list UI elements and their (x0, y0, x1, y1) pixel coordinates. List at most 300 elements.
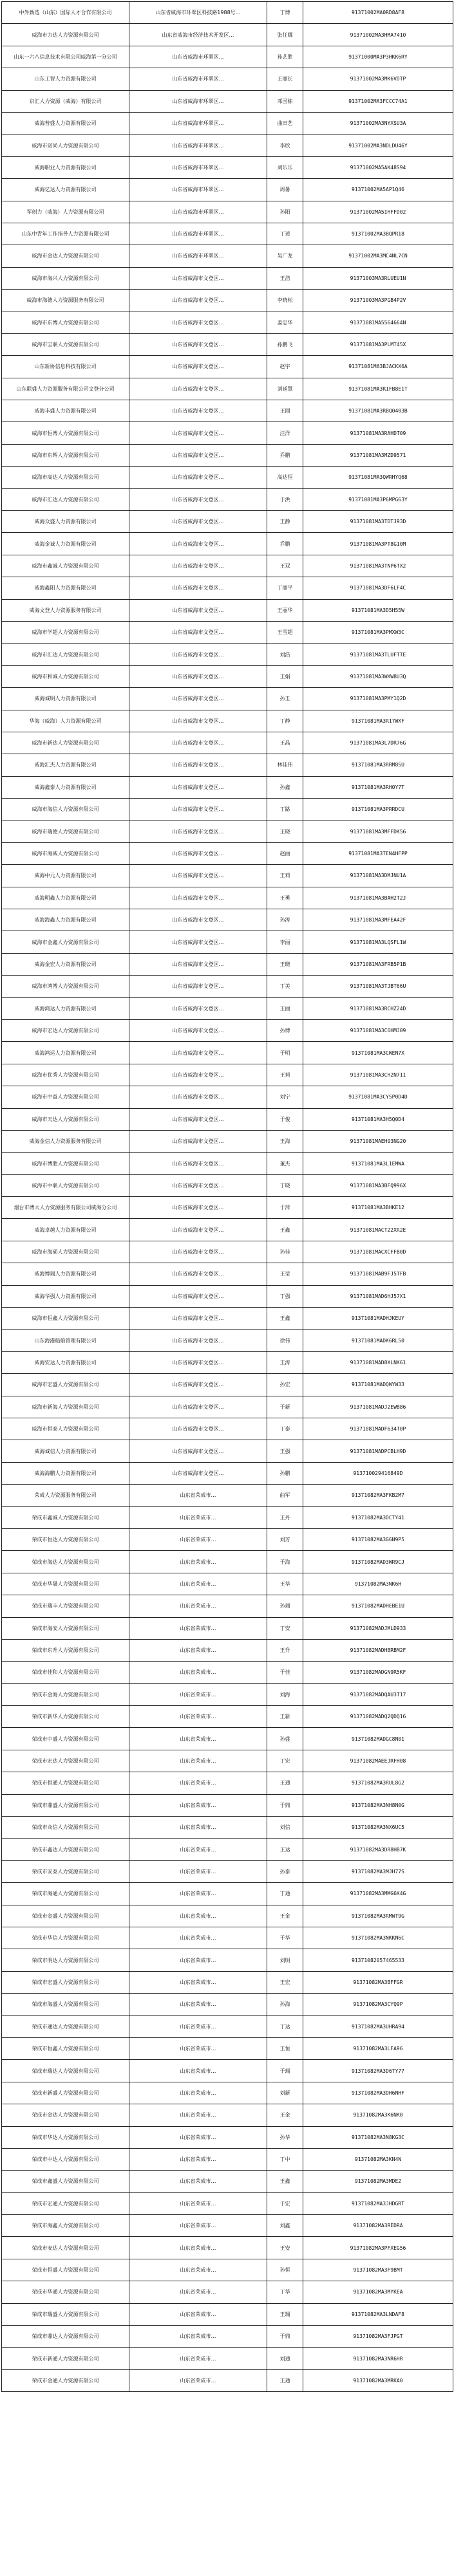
legal-person-cell: 刘延慧 (267, 378, 303, 400)
address-cell: 山东省荣成市… (129, 2171, 267, 2192)
company-name-cell: 威海市学超人力资源有限公司 (2, 621, 129, 643)
legal-person-cell: 高达恒 (267, 467, 303, 488)
table-row (2, 134, 453, 156)
company-name-cell: 威海市汇达人力资源有限公司 (2, 488, 129, 510)
address-cell: 山东省威海市经济技术开发区… (129, 24, 267, 46)
credit-code-cell: 91371081MAD6HJ57X1 (303, 1285, 453, 1307)
table-row (2, 1949, 453, 1971)
credit-code-cell: 91371082MADHEBE1U (303, 1595, 453, 1617)
legal-person-cell: 于萍 (267, 1197, 303, 1219)
legal-person-cell: 王通 (267, 1772, 303, 1794)
legal-person-cell: 曲军 (267, 1485, 303, 1506)
credit-code-cell: 91371081MA3RAHDT09 (303, 422, 453, 444)
address-cell: 山东省荣成市… (129, 1595, 267, 1617)
credit-code-cell: 91371081MA3BAH2T2J (303, 887, 453, 909)
table-row (2, 1528, 453, 1550)
table-row (2, 688, 453, 710)
company-name-cell: 荣成市佳和人力资源有限公司 (2, 1662, 129, 1683)
company-name-cell: 威海鑫阳人力资源有限公司 (2, 577, 129, 599)
credit-code-cell: 913710029416849D (303, 1462, 453, 1484)
address-cell: 山东省威海市文登区… (129, 555, 267, 577)
table-row (2, 1839, 453, 1860)
company-name-cell: 荣成市海通人力资源有限公司 (2, 1883, 129, 1905)
address-cell: 山东省威海市文登区… (129, 510, 267, 532)
table-row (2, 2037, 453, 2059)
address-cell: 山东省威海市文登区… (129, 953, 267, 975)
table-row (2, 1197, 453, 1219)
address-cell: 山东省威海市文登区… (129, 865, 267, 887)
address-cell: 山东省荣成市… (129, 1617, 267, 1639)
company-name-cell: 山东工智人力资源有限公司 (2, 68, 129, 90)
credit-code-cell: 91371082MA3NR6HR (303, 2348, 453, 2369)
credit-code-cell: 91371002MA3HMA7410 (303, 24, 453, 46)
address-cell: 山东省威海市文登区… (129, 1197, 267, 1219)
legal-person-cell: 刘新 (267, 2082, 303, 2104)
credit-code-cell: 91371082MADGC8N01 (303, 1728, 453, 1750)
table-row (2, 2326, 453, 2348)
legal-person-cell: 孙博 (267, 1019, 303, 1041)
legal-person-cell: 张任娜 (267, 24, 303, 46)
table-row (2, 46, 453, 68)
legal-person-cell: 王雪超 (267, 621, 303, 643)
credit-code-cell: 91371002MA3BQPR18 (303, 223, 453, 245)
legal-person-cell: 丁通 (267, 1883, 303, 1905)
company-name-cell: 中外甄选（山东）国际人才合作有限公司 (2, 2, 129, 24)
address-cell: 山东省荣成市… (129, 1528, 267, 1550)
credit-code-cell: 91371082MA3F9BMT (303, 2259, 453, 2281)
address-cell: 山东省荣成市… (129, 2060, 267, 2082)
address-cell: 山东省荣成市… (129, 1883, 267, 1905)
company-name-cell: 荣成市安达人力资源有限公司 (2, 2237, 129, 2259)
table-row (2, 865, 453, 887)
credit-code-cell: 91371081MA3PMXW3C (303, 621, 453, 643)
company-name-cell: 威海市力达人力资源有限公司 (2, 24, 129, 46)
table-row (2, 1285, 453, 1307)
company-name-cell: 荣成市鼎盛人力资源有限公司 (2, 1794, 129, 1816)
legal-person-cell: 孙鹏 (267, 1462, 303, 1484)
address-cell: 山东省威海市文登区… (129, 400, 267, 422)
legal-person-cell: 王华 (267, 1573, 303, 1595)
table-row (2, 1683, 453, 1705)
table-row (2, 223, 453, 245)
company-name-cell: 威海海鹏人力资源有限公司 (2, 1462, 129, 1484)
legal-person-cell: 王双 (267, 555, 303, 577)
table-row (2, 24, 453, 46)
legal-person-cell: 徐伟 (267, 1330, 303, 1351)
legal-person-cell: 刘通 (267, 2348, 303, 2369)
legal-person-cell: 乔鹏 (267, 444, 303, 466)
credit-code-cell: 91371002MA5AK48S94 (303, 156, 453, 178)
legal-person-cell: 王晓 (267, 953, 303, 975)
legal-person-cell: 孙鑫 (267, 776, 303, 798)
address-cell: 山东省威海市文登区… (129, 533, 267, 555)
legal-person-cell: 汪洋 (267, 422, 303, 444)
company-name-cell: 威海市鑫诚人力资源有限公司 (2, 555, 129, 577)
legal-person-cell: 孙玉 (267, 688, 303, 710)
address-cell: 山东省威海市环翠区… (129, 179, 267, 201)
credit-code-cell: 91371081MA3TEN4HFPP (303, 842, 453, 864)
address-cell: 山东省威海市文登区… (129, 467, 267, 488)
address-cell: 山东省荣成市… (129, 1772, 267, 1794)
table-row (2, 311, 453, 333)
table-row (2, 909, 453, 931)
legal-person-cell: 丁晓 (267, 1174, 303, 1196)
credit-code-cell: 91371081MA3BJACKX6A (303, 356, 453, 378)
address-cell: 山东省威海市环翠区… (129, 201, 267, 223)
address-cell: 山东省威海市文登区… (129, 799, 267, 820)
company-name-cell: 荣成市华信人力资源有限公司 (2, 1927, 129, 1949)
company-name-cell: 荣成市鑫盛人力资源有限公司 (2, 2171, 129, 2192)
table-row (2, 2, 453, 24)
address-cell: 山东省威海市文登区… (129, 621, 267, 643)
credit-code-cell: 91371082MADQAU3T17 (303, 1683, 453, 1705)
legal-person-cell: 丁路 (267, 799, 303, 820)
credit-code-cell: 91371081MA3CYSP0D4D (303, 1086, 453, 1108)
table-row (2, 1042, 453, 1064)
table-row (2, 1750, 453, 1772)
table-row (2, 2148, 453, 2170)
table-row (2, 1462, 453, 1484)
credit-code-cell: 91371082MA3DH6NHF (303, 2082, 453, 2104)
credit-code-cell: 91371082MA3NH8N0G (303, 1794, 453, 1816)
credit-code-cell: 91371082MAD3WR9CJ (303, 1551, 453, 1573)
legal-person-cell: 王金 (267, 2104, 303, 2126)
legal-person-cell: 王安 (267, 2237, 303, 2259)
legal-person-cell: 孙鹏飞 (267, 333, 303, 355)
address-cell: 山东省威海市文登区… (129, 776, 267, 798)
address-cell: 山东省威海市文登区… (129, 599, 267, 621)
address-cell: 山东省荣成市… (129, 2148, 267, 2170)
legal-person-cell: 孙瑞 (267, 1595, 303, 1617)
legal-person-cell: 王鑫 (267, 1308, 303, 1330)
credit-code-cell: 91371082MA3LNDAF8 (303, 2303, 453, 2325)
legal-person-cell: 刘海 (267, 1683, 303, 1705)
table-row (2, 1994, 453, 2015)
company-name-cell: 荣成市宏达人力资源有限公司 (2, 1750, 129, 1772)
company-list-table (1, 1, 453, 2392)
legal-person-cell: 刘明 (267, 1949, 303, 1971)
table-row (2, 1351, 453, 1373)
company-name-cell: 威海博瑞人力资源有限公司 (2, 1263, 129, 1285)
table-row (2, 1927, 453, 1949)
company-name-cell: 山东海港船舶管理有限公司 (2, 1330, 129, 1351)
legal-person-cell: 王海 (267, 1130, 303, 1152)
legal-person-cell: 丁泰 (267, 1418, 303, 1440)
table-row (2, 1573, 453, 1595)
table-row (2, 997, 453, 1019)
table-row (2, 2082, 453, 2104)
credit-code-cell: 91371082MA3DCTY41 (303, 1506, 453, 1528)
company-name-cell: 军创力（威海）人力资源有限公司 (2, 201, 129, 223)
table-row (2, 1086, 453, 1108)
address-cell: 山东省威海市环翠区科技路1988号… (129, 2, 267, 24)
address-cell: 山东省威海市文登区… (129, 644, 267, 665)
table-row (2, 1108, 453, 1130)
legal-person-cell: 孙盛 (267, 1728, 303, 1750)
table-row (2, 510, 453, 532)
address-cell: 山东省荣成市… (129, 1860, 267, 1882)
legal-person-cell: 王丽 (267, 400, 303, 422)
legal-person-cell: 王娟 (267, 665, 303, 687)
table-row (2, 2104, 453, 2126)
address-cell: 山东省威海市文登区… (129, 1019, 267, 1041)
table-row (2, 644, 453, 665)
legal-person-cell: 王晶 (267, 732, 303, 754)
legal-person-cell: 王通 (267, 2369, 303, 2391)
address-cell: 山东省荣成市… (129, 1662, 267, 1683)
table-row (2, 776, 453, 798)
credit-code-cell: 91371081MA3CWEN7X (303, 1042, 453, 1064)
address-cell: 山东省威海市文登区… (129, 1263, 267, 1285)
table-row (2, 1396, 453, 1418)
legal-person-cell: 王瑞 (267, 2303, 303, 2325)
credit-code-cell: 91371081MAB9FJ5TFB (303, 1263, 453, 1285)
address-cell: 山东省荣成市… (129, 2281, 267, 2303)
credit-code-cell: 91371081MA3L7DR76G (303, 732, 453, 754)
legal-person-cell: 孙泰 (267, 1860, 303, 1882)
credit-code-cell: 91371082MA3CYQ9P (303, 1994, 453, 2015)
address-cell: 山东省威海市环翠区… (129, 156, 267, 178)
credit-code-cell: 91371081MA3MFEA42F (303, 909, 453, 931)
table-row (2, 1019, 453, 1041)
address-cell: 山东省威海市环翠区… (129, 245, 267, 267)
company-name-cell: 荣成市恒达人力资源有限公司 (2, 1528, 129, 1550)
legal-person-cell: 于鼎 (267, 1794, 303, 1816)
address-cell: 山东省威海市文登区… (129, 1330, 267, 1351)
company-name-cell: 荣成市宏通人力资源有限公司 (2, 2192, 129, 2214)
table-row (2, 931, 453, 953)
credit-code-cell: 91371082MA3NKKN6C (303, 1927, 453, 1949)
legal-person-cell: 丁静 (267, 710, 303, 732)
company-name-cell: 威海金宏人力资源有限公司 (2, 953, 129, 975)
legal-person-cell: 李晓松 (267, 290, 303, 311)
table-row (2, 245, 453, 267)
table-row (2, 267, 453, 289)
legal-person-cell: 于俊 (267, 1108, 303, 1130)
company-name-cell: 威海市海硕人力资源有限公司 (2, 1241, 129, 1263)
company-name-cell: 威海市东辉人力资源有限公司 (2, 444, 129, 466)
table-row (2, 820, 453, 842)
credit-code-cell: 91371082MA3NK6H (303, 1573, 453, 1595)
legal-person-cell: 王丽 (267, 997, 303, 1019)
table-row (2, 1551, 453, 1573)
table-row (2, 2060, 453, 2082)
company-name-cell: 威海市海威人力资源有限公司 (2, 842, 129, 864)
company-name-cell: 威海卓越人力资源有限公司 (2, 1219, 129, 1241)
company-name-cell: 荣成市金海人力资源有限公司 (2, 1683, 129, 1705)
company-name-cell: 荣成市瑞盛人力资源有限公司 (2, 2303, 129, 2325)
credit-code-cell: 91371081MAEH03NG20 (303, 1130, 453, 1152)
credit-code-cell: 91371082MA3JHDGRT (303, 2192, 453, 2214)
credit-code-cell: 91371081MADQWYW33 (303, 1374, 453, 1396)
table-row (2, 710, 453, 732)
company-name-cell: 威海市高达人力资源有限公司 (2, 467, 129, 488)
company-name-cell: 荣成市海安人力资源有限公司 (2, 1617, 129, 1639)
address-cell: 山东省威海市文登区… (129, 1064, 267, 1086)
legal-person-cell: 孙华 (267, 2126, 303, 2148)
legal-person-cell: 王莉 (267, 865, 303, 887)
table-row (2, 444, 453, 466)
company-name-cell: 威海鑫泰人力资源有限公司 (2, 776, 129, 798)
company-name-cell: 威海职业人力资源有限公司 (2, 156, 129, 178)
company-name-cell: 威海市天达人力资源有限公司 (2, 1108, 129, 1130)
table-row (2, 953, 453, 975)
table-row (2, 1617, 453, 1639)
table-row (2, 2281, 453, 2303)
legal-person-cell: 王鑫 (267, 1219, 303, 1241)
credit-code-cell: 91371081MA3D5H55W (303, 599, 453, 621)
legal-person-cell: 王丹 (267, 1506, 303, 1528)
credit-code-cell: 91371081MA3BFQ996X (303, 1174, 453, 1196)
table-row (2, 665, 453, 687)
company-name-cell: 荣成市新盛人力资源有限公司 (2, 2082, 129, 2104)
company-name-cell: 威海市汇达人力资源有限公司 (2, 644, 129, 665)
table-row (2, 799, 453, 820)
address-cell: 山东省威海市文登区… (129, 1174, 267, 1196)
company-name-cell: 威海中元人力资源有限公司 (2, 865, 129, 887)
credit-code-cell: 91371081MA3DF6LF4C (303, 577, 453, 599)
address-cell: 山东省威海市文登区… (129, 1241, 267, 1263)
credit-code-cell: 91371081MA3H5Q0D4 (303, 1108, 453, 1130)
company-name-cell: 荣成市海达人力资源有限公司 (2, 1551, 129, 1573)
address-cell: 山东省威海市环翠区… (129, 223, 267, 245)
credit-code-cell: 91371003MA3RLUEU1N (303, 267, 453, 289)
company-name-cell: 威海文登人力资源服务有限公司 (2, 599, 129, 621)
company-name-cell: 荣成市新华人力资源有限公司 (2, 1706, 129, 1728)
table-row (2, 1263, 453, 1285)
address-cell: 山东省威海市环翠区… (129, 46, 267, 68)
legal-person-cell: 邓国栋 (267, 90, 303, 112)
table-row (2, 1308, 453, 1330)
legal-person-cell: 吴广龙 (267, 245, 303, 267)
address-cell: 山东省威海市文登区… (129, 887, 267, 909)
credit-code-cell: 91371081MADHJKEUY (303, 1308, 453, 1330)
address-cell: 山东省威海市文登区… (129, 820, 267, 842)
company-name-cell: 威海市金鑫人力资源有限公司 (2, 931, 129, 953)
company-name-cell: 威海普盛人力资源有限公司 (2, 112, 129, 134)
address-cell: 山东省威海市文登区… (129, 267, 267, 289)
credit-code-cell: 91371002MA5IHFFD02 (303, 201, 453, 223)
legal-person-cell: 王宏 (267, 1971, 303, 1993)
address-cell: 山东省威海市文登区… (129, 1440, 267, 1462)
legal-person-cell: 王勇 (267, 887, 303, 909)
table-row (2, 887, 453, 909)
credit-code-cell: 91371081MAD8XLNK61 (303, 1351, 453, 1373)
table-row (2, 1860, 453, 1882)
address-cell: 山东省荣成市… (129, 1949, 267, 1971)
company-name-cell: 荣成市东升人力资源有限公司 (2, 1639, 129, 1661)
address-cell: 山东省荣成市… (129, 1485, 267, 1506)
address-cell: 山东省威海市文登区… (129, 931, 267, 953)
table-row (2, 1595, 453, 1617)
company-name-cell: 荣成市华通人力资源有限公司 (2, 2281, 129, 2303)
credit-code-cell: 91371081MA3TJBT66U (303, 976, 453, 997)
credit-code-cell: 91371003MA3PGB4P2V (303, 290, 453, 311)
credit-code-cell: 91371082MA3MYKEA (303, 2281, 453, 2303)
legal-person-cell: 王丽华 (267, 599, 303, 621)
table-row (2, 1506, 453, 1528)
company-name-cell: 荣成市恒鑫人力资源有限公司 (2, 2037, 129, 2059)
address-cell: 山东省荣成市… (129, 1683, 267, 1705)
credit-code-cell: 91371082MA3MRKA0 (303, 2369, 453, 2391)
table-row (2, 2015, 453, 2037)
legal-person-cell: 赵丽 (267, 842, 303, 864)
table-row (2, 732, 453, 754)
credit-code-cell: 91371082MA3N8KG3C (303, 2126, 453, 2148)
company-name-cell: 威海华强人力资源有限公司 (2, 1285, 129, 1307)
address-cell: 山东省荣成市… (129, 2104, 267, 2126)
table-row (2, 1883, 453, 1905)
company-name-cell: 威海市海信人力资源有限公司 (2, 799, 129, 820)
table-row (2, 290, 453, 311)
credit-code-cell: 91371082MA3FKB2M7 (303, 1485, 453, 1506)
company-name-cell: 荣成市中达人力资源有限公司 (2, 2148, 129, 2170)
address-cell: 山东省威海市文登区… (129, 1108, 267, 1130)
address-cell: 山东省威海市文登区… (129, 909, 267, 931)
legal-person-cell: 王达 (267, 1839, 303, 1860)
address-cell: 山东省威海市文登区… (129, 378, 267, 400)
table-row (2, 1418, 453, 1440)
table-row (2, 599, 453, 621)
address-cell: 山东省荣成市… (129, 2237, 267, 2259)
company-name-cell: 威海鸿运人力资源有限公司 (2, 1042, 129, 1064)
address-cell: 山东省荣成市… (129, 2369, 267, 2391)
table-row (2, 2348, 453, 2369)
address-cell: 山东省威海市文登区… (129, 488, 267, 510)
legal-person-cell: 于新 (267, 1396, 303, 1418)
legal-person-cell: 刘信 (267, 1817, 303, 1839)
table-row (2, 1971, 453, 1993)
legal-person-cell: 王恒 (267, 2037, 303, 2059)
company-name-cell: 荣成市众信人力资源有限公司 (2, 1817, 129, 1839)
credit-code-cell: 91371081MACXCFFB0D (303, 1241, 453, 1263)
legal-person-cell: 孙艺胜 (267, 46, 303, 68)
company-name-cell: 荣成市金达人力资源有限公司 (2, 2104, 129, 2126)
company-name-cell: 威海市优秀人力资源有限公司 (2, 1064, 129, 1086)
credit-code-cell: 91371081MA3C6HMJ09 (303, 1019, 453, 1041)
company-name-cell: 威海市海德人力资源服务有限公司 (2, 290, 129, 311)
table-row (2, 555, 453, 577)
legal-person-cell: 刘宁 (267, 1086, 303, 1108)
credit-code-cell: 91371081MADF634T0P (303, 1418, 453, 1440)
table-row (2, 533, 453, 555)
table-body (2, 2, 453, 2392)
legal-person-cell: 于明 (267, 1042, 303, 1064)
credit-code-cell: 91371081MA3PLMT45X (303, 333, 453, 355)
company-name-cell: 华海（威海）人力资源有限公司 (2, 710, 129, 732)
address-cell: 山东省荣成市… (129, 1573, 267, 1595)
table-row (2, 378, 453, 400)
address-cell: 山东省威海市文登区… (129, 732, 267, 754)
credit-code-cell: 91371082MA3MJH77S (303, 1860, 453, 1882)
credit-code-cell: 91371082MA3RUL8G2 (303, 1772, 453, 1794)
address-cell: 山东省威海市文登区… (129, 1086, 267, 1108)
company-name-cell: 荣成市明达人力资源有限公司 (2, 1949, 129, 1971)
legal-person-cell: 于海 (267, 1551, 303, 1573)
credit-code-cell: 91371082MAEEJRFH08 (303, 1750, 453, 1772)
credit-code-cell: 91371082MA3MDE2 (303, 2171, 453, 2192)
credit-code-cell: 91371082MA3G6N9P5 (303, 1528, 453, 1550)
address-cell: 山东省荣成市… (129, 1639, 267, 1661)
address-cell: 山东省荣成市… (129, 2082, 267, 2104)
credit-code-cell: 91371081MA3RCHZ24D (303, 997, 453, 1019)
credit-code-cell: 91371081MADPCBLH9D (303, 1440, 453, 1462)
credit-code-cell: 91371002MA3FCCC74A1 (303, 90, 453, 112)
table-row (2, 1817, 453, 1839)
credit-code-cell: 91371002MA3MK6VDTP (303, 68, 453, 90)
credit-code-cell: 91371082MA3FJPGT (303, 2326, 453, 2348)
company-name-cell: 威海汇杰人力资源有限公司 (2, 754, 129, 776)
